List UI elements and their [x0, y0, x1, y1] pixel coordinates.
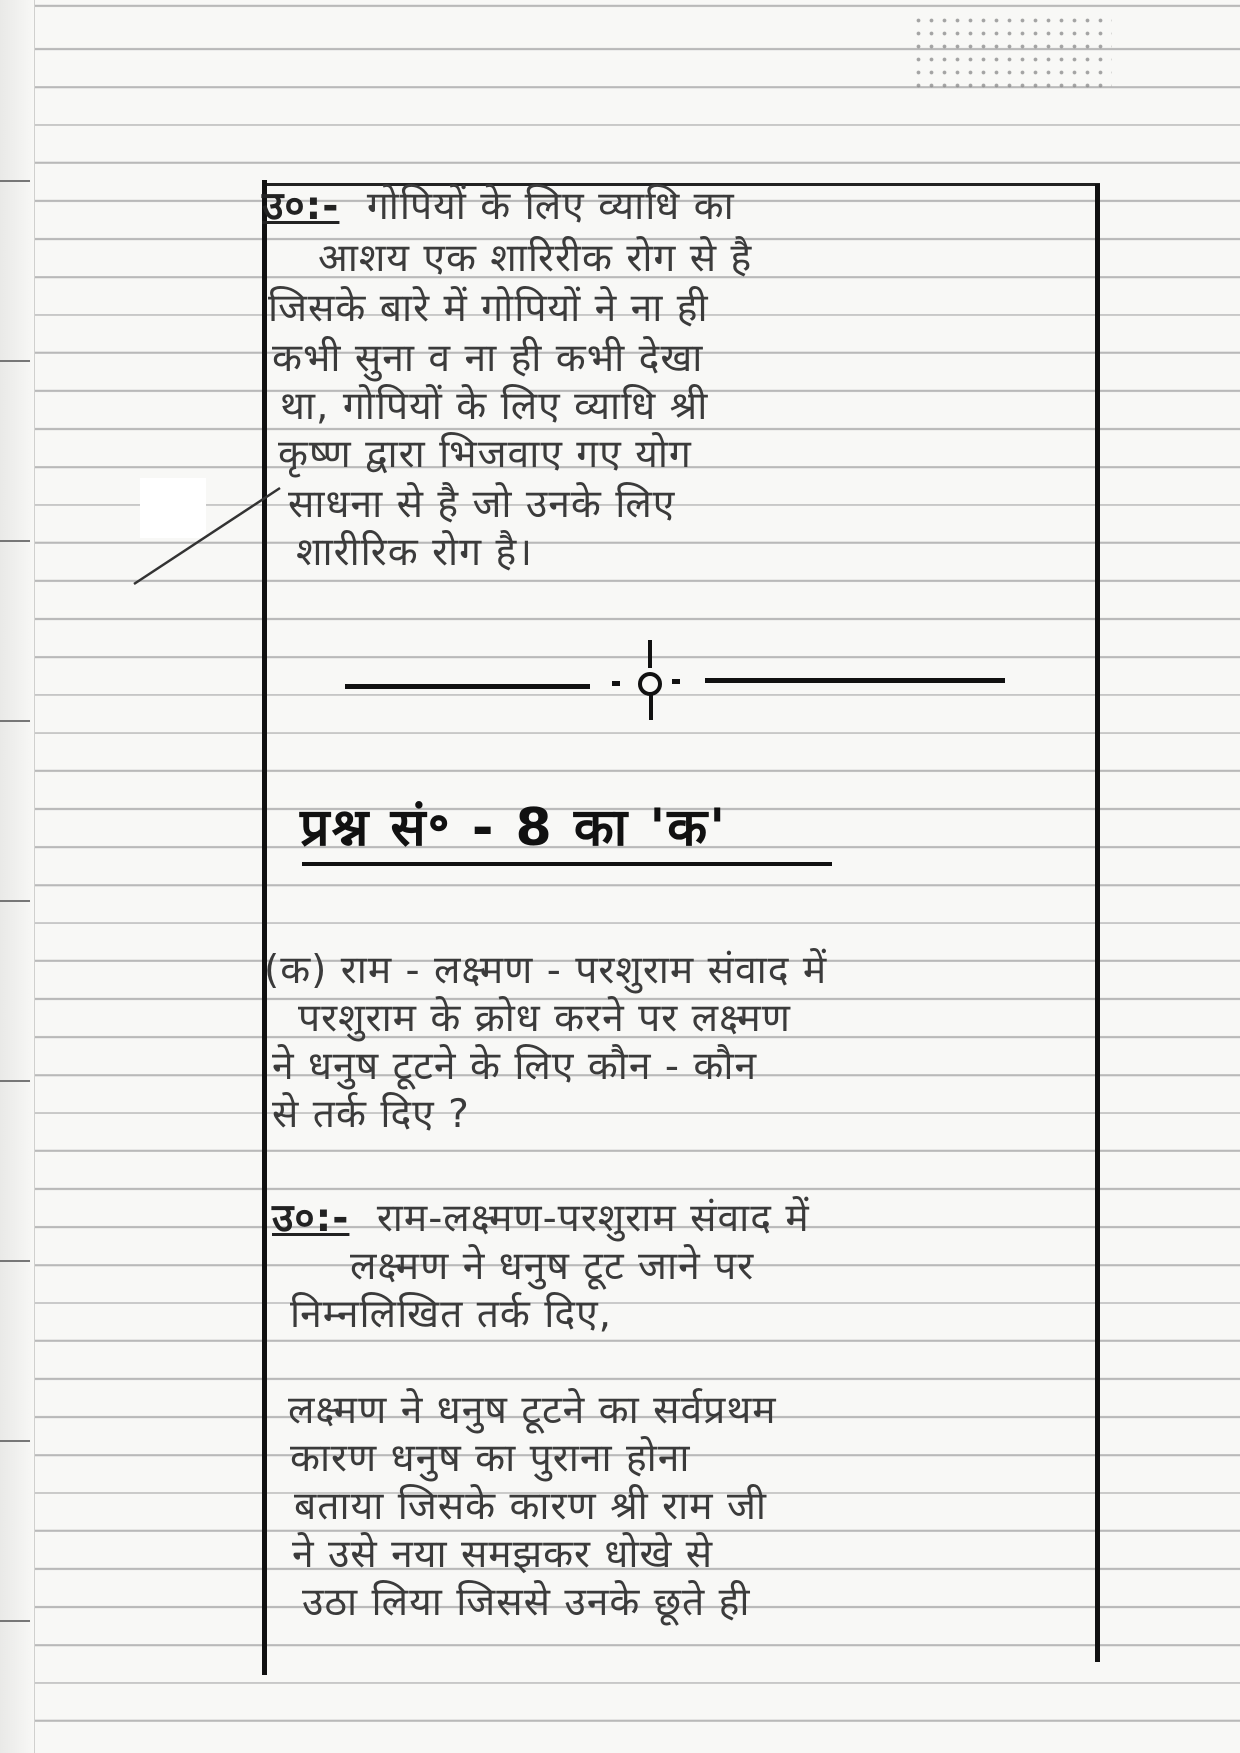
- paragraph-line-2: कारण धनुष का पुराना होना: [290, 1436, 691, 1481]
- question-heading: प्रश्न सं॰ - 8 का 'क': [300, 798, 728, 858]
- paragraph-line-5: उठा लिया जिससे उनके छूते ही: [302, 1580, 751, 1625]
- perforation-dots: [912, 14, 1112, 92]
- answer-2-line-3: निम्नलिखित तर्क दिए,: [290, 1292, 613, 1337]
- question-line-2: परशुराम के क्रोध करने पर लक्ष्मण: [298, 996, 791, 1041]
- binding-tick: [0, 720, 30, 722]
- answer-1-text-1: गोपियों के लिए व्याधि का: [366, 184, 735, 229]
- right-margin-line: [1095, 184, 1100, 1662]
- divider-stroke-bottom: [649, 694, 653, 720]
- answer-2-line-2: लक्ष्मण ने धनुष टूट जाने पर: [350, 1244, 755, 1289]
- divider-line-right: [705, 678, 1005, 683]
- binding-tick: [0, 1620, 30, 1622]
- heading-underline: [302, 862, 832, 866]
- question-line-1: (क) राम - लक्ष्मण - परशुराम संवाद में: [264, 948, 828, 993]
- divider-dot: [672, 679, 680, 684]
- paragraph-line-3: बताया जिसके कारण श्री राम जी: [294, 1484, 767, 1529]
- binding-tick: [0, 1260, 30, 1262]
- divider-dot: [612, 681, 620, 686]
- answer-1-line-5: था, गोपियों के लिए व्याधि श्री: [280, 384, 709, 429]
- divider-stroke-top: [648, 640, 652, 668]
- divider-circle: [638, 672, 662, 696]
- binding-tick: [0, 1440, 30, 1442]
- binding-tick: [0, 540, 30, 542]
- margin-arrow-mark: [130, 480, 290, 600]
- answer-1-line-2: आशय एक शारिरीक रोग से है: [318, 236, 753, 281]
- answer-2-label: उ०:-: [272, 1196, 350, 1241]
- question-line-4: से तर्क दिए ?: [272, 1092, 470, 1137]
- left-margin-line: [262, 180, 267, 1675]
- answer-1-line-7: साधना से है जो उनके लिए: [288, 482, 676, 527]
- binding-tick: [0, 1080, 30, 1082]
- answer-2-text-1: राम-लक्ष्मण-परशुराम संवाद में: [376, 1196, 810, 1241]
- binding-tick: [0, 180, 30, 182]
- binding-tick: [0, 900, 30, 902]
- answer-1-line-3: जिसके बारे में गोपियों ने ना ही: [268, 286, 709, 331]
- answer-2-line-1: [272, 1190, 810, 1243]
- paragraph-line-4: ने उसे नया समझकर धोखे से: [292, 1532, 714, 1577]
- answer-1-line-6: कृष्ण द्वारा भिजवाए गए योग: [278, 432, 692, 477]
- binding-tick: [0, 360, 30, 362]
- answer-1-line-1: [262, 178, 735, 231]
- answer-1-line-8: शारीरिक रोग है।: [296, 530, 533, 575]
- paragraph-line-1: लक्ष्मण ने धनुष टूटने का सर्वप्रथम: [288, 1388, 777, 1433]
- question-line-3: ने धनुष टूटने के लिए कौन - कौन: [272, 1044, 758, 1089]
- answer-1-label: उ०:-: [262, 184, 340, 229]
- page-binding-edge: [0, 0, 35, 1753]
- divider-line-left: [345, 684, 590, 689]
- answer-1-line-4: कभी सुना व ना ही कभी देखा: [272, 336, 704, 381]
